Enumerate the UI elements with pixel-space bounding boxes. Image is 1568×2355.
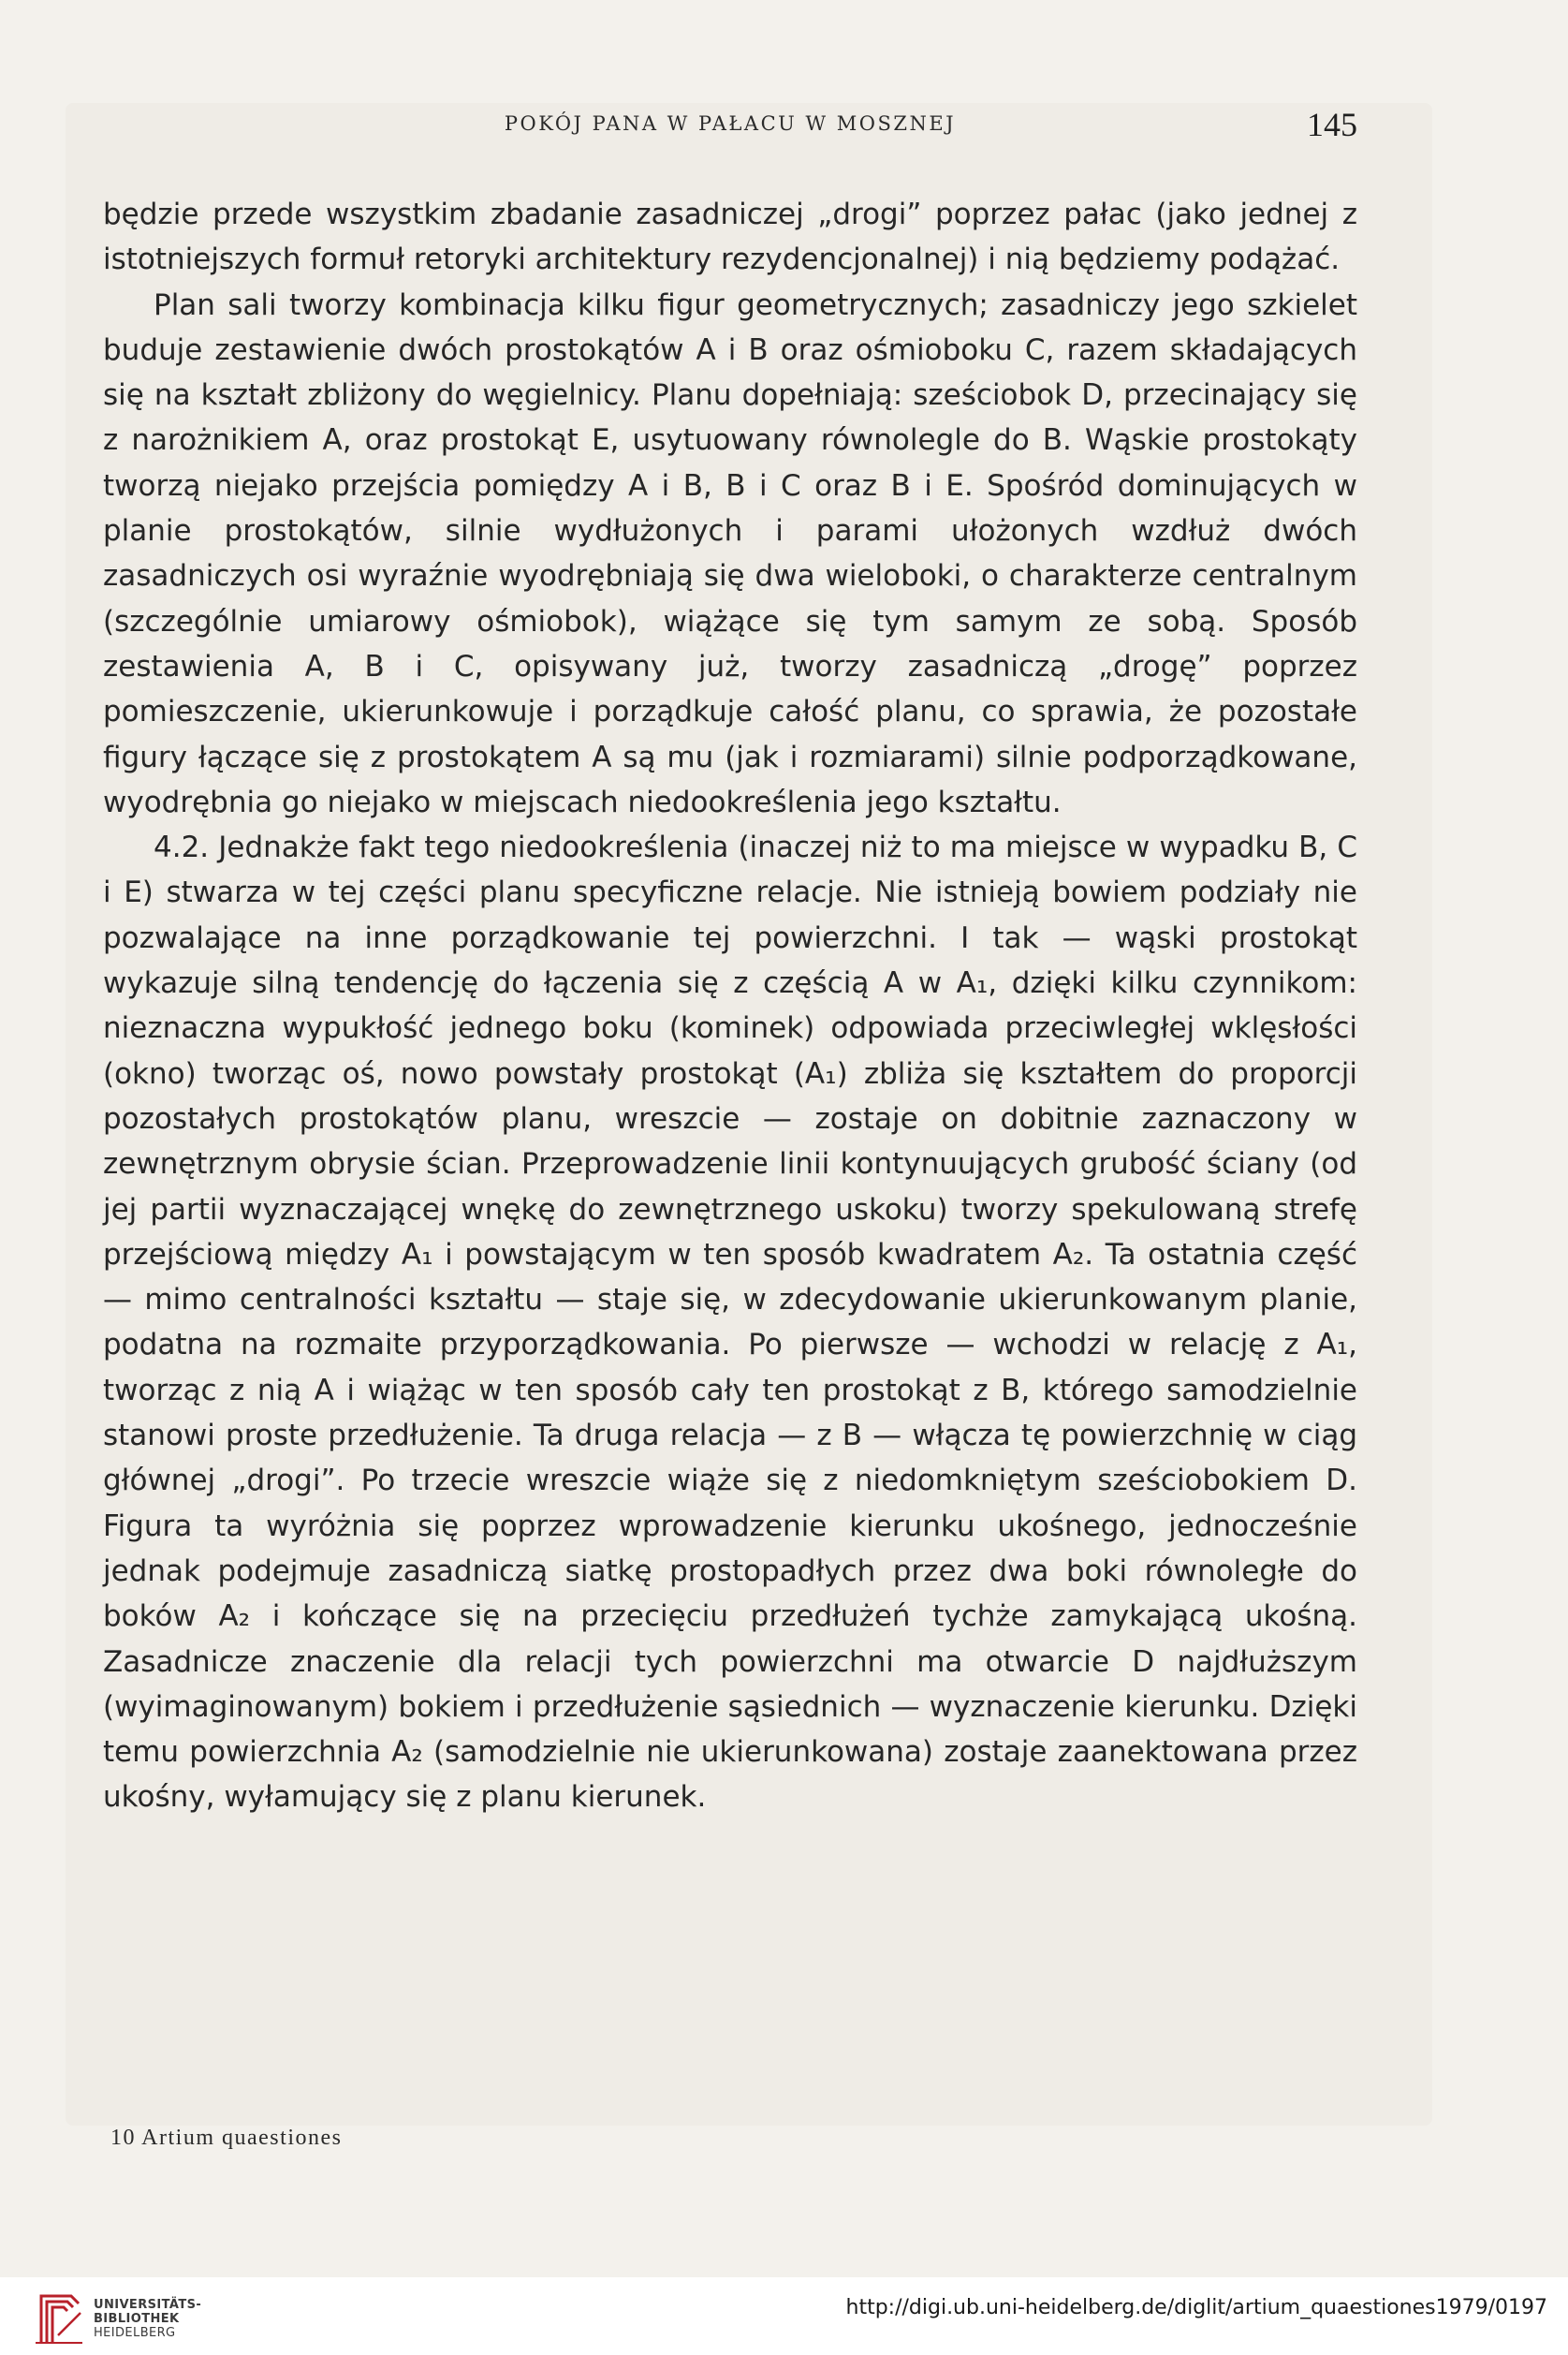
digitization-footer bbox=[0, 2277, 1568, 2355]
page-number: 145 bbox=[1307, 106, 1357, 143]
library-logo-icon bbox=[34, 2289, 86, 2347]
library-name-line-2: BIBLIOTHEK bbox=[94, 2312, 180, 2326]
running-title: POKÓJ PANA W PAŁACU W MOSZNEJ bbox=[504, 112, 957, 135]
running-head bbox=[103, 105, 1357, 152]
paragraph-3: 4.2. Jednakże fakt tego niedookreślenia (inaczej niż to ma miejsce w wypadku B, C i E) stwarza w tej części planu specyficzne relacje. Nie istnieją bowiem podziały nie pozwalające na inne porządkowanie tej powierzchni. I tak — wąski prostokąt wykazuje silną tendencję do łączenia się z częścią A w A₁, dzięki kilku czynnikom: nieznaczna wypukłość jednego boku (kominek) odpowiada przeciwległej wklęsłości (okno) tworząc oś, nowo powstały prostokąt (A₁) zbliża się kształtem do proporcji pozostałych prostokątów planu, wreszcie — zostaje on dobitnie zaznaczony w zewnętrznym obrysie ścian. Przeprowadzenie linii kontynuujących grubość ściany (od jej partii wyznaczającej wnękę do zewnętrznego uskoku) tworzy spekulowaną strefę przejściową między A₁ i powstającym w ten sposób kwadratem A₂. Ta ostatnia część — mimo centralności kształtu — staje się, w zdecydowanie ukierunkowanym planie, podatna na rozmaite przyporządkowania. Po pierwsze — wchodzi w relację z A₁, tworząc z nią A i wiążąc w ten sposób cały ten prostokąt z B, którego samodzielnie stanowi proste przedłużenie. Ta druga relacja — z B — włącza tę powierzchnię w ciąg głównej „drogi”. Po trzecie wreszcie wiąże się z niedomkniętym sześciobokiem D. Figura ta wyróżnia się poprzez wprowadzenie kierunku ukośnego, jednocześnie jednak podejmuje zasadniczą siatkę prostopadłych przez dwa boki równoległe do boków A₂ i kończące się na przecięciu przedłużeń tychże zamykającą ukośną. Zasadnicze znaczenie dla relacji tych powierzchni ma otwarcie D najdłuższym (wyimaginowanym) bokiem i przedłużenie sąsiednich — wyznaczenie kierunku. Dzięki temu powierzchnia A₂ (samodzielnie nie ukierunkowana) zostaje zaanektowana przez ukośny, wyłamujący się z planu kierunek. bbox=[103, 831, 1357, 1815]
library-name-line-3: HEIDELBERG bbox=[94, 2326, 176, 2340]
body-text bbox=[103, 192, 1357, 1820]
library-name bbox=[94, 2298, 201, 2340]
paragraph-2: Plan sali tworzy kombinacja kilku figur geometrycznych; zasadniczy jego szkielet buduje zestawienie dwóch prostokątów A i B oraz ośmioboku C, razem składających się na kształt zbliżony do węgielnicy. Planu dopełniają: sześciobok D, przecinający się z narożnikiem A, oraz prostokąt E, usytuowany równolegle do B. Wąskie prostokąty tworzą niejako przejścia pomiędzy A i B, B i C oraz B i E. Spośród dominujących w planie prostokątów, silnie wydłużonych i parami ułożonych wzdłuż dwóch zasadniczych osi wyraźnie wyodrębniają się dwa wieloboki, o charakterze centralnym (szczególnie umiarowy ośmiobok), wiążące się tym samym ze sobą. Sposób zestawienia A, B i C, opisywany już, tworzy zasadniczą „drogę” poprzez pomieszczenie, ukierunkowuje i porządkuje całość planu, co sprawia, że pozostałe figury łączące się z prostokątem A są mu (jak i rozmiarami) silnie podporządkowane, wyodrębnia go niejako w miejscach niedookreślenia jego kształtu. bbox=[103, 287, 1357, 819]
paragraph-1: będzie przede wszystkim zbadanie zasadniczej „drogi” poprzez pałac (jako jednej z istotniejszych formuł retoryki architektury rezydencjonalnej) i nią będziemy podążać. bbox=[103, 198, 1357, 277]
source-url-link[interactable]: http://digi.ub.uni-heidelberg.de/diglit/artium_quaestiones1979/0197 bbox=[845, 2296, 1547, 2319]
library-name-line-1: UNIVERSITÄTS- bbox=[94, 2298, 202, 2312]
signature-mark: 10 Artium quaestiones bbox=[110, 2126, 343, 2150]
